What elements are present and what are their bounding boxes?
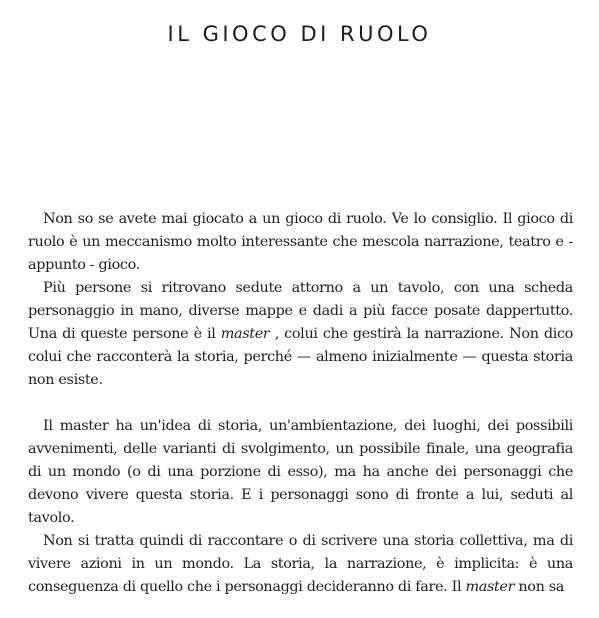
paragraph-2-text-after: , colui che gestirà la narrazione. Non dico colui che racconterà la storia, perché — almeno inizialmente — questa storia non esiste. [28, 326, 574, 388]
paragraph-2 [28, 277, 573, 392]
chapter-title: IL GIOCO DI RUOLO [167, 22, 432, 46]
body-text [28, 208, 573, 599]
paragraph-1: Non so se avete mai giocato a un gioco di ruolo. Ve lo consiglio. Il gioco di ruolo è un meccanismo molto interessante che mescola narrazione, teatro e - appunto - gioco. [28, 211, 573, 273]
paragraph-4 [28, 530, 573, 599]
paragraph-3: Il master ha un'idea di storia, un'ambientazione, dei luoghi, dei possibili avvenimenti, delle varianti di svolgimento, un possibile finale, una geografia di un mondo (o di una porzione di esso), ma ha anche dei personaggi che devono vivere questa storia. E i personaggi sono di fronte a lui, seduti al tavolo. [28, 418, 573, 526]
paragraph-spacer [28, 392, 573, 415]
paragraph-4-text-before: Non si tratta quindi di raccontare o di scrivere una storia collettiva, ma di vivere azioni in un mondo. La storia, la narrazione, è implicita: è una conseguenza di quello che i personaggi decideranno di fare. Il [28, 533, 573, 595]
paragraph-2-text-before: Più persone si ritrovano sedute attorno a un tavolo, con una scheda personaggio in mano, diverse mappe e dadi a più facce posate dappertutto. Una di queste persone è il [28, 280, 573, 342]
paragraph-4-emphasis: master [465, 579, 515, 595]
paragraph-4-text-after: non sa [514, 579, 565, 595]
paragraph-2-emphasis: master [220, 326, 270, 342]
